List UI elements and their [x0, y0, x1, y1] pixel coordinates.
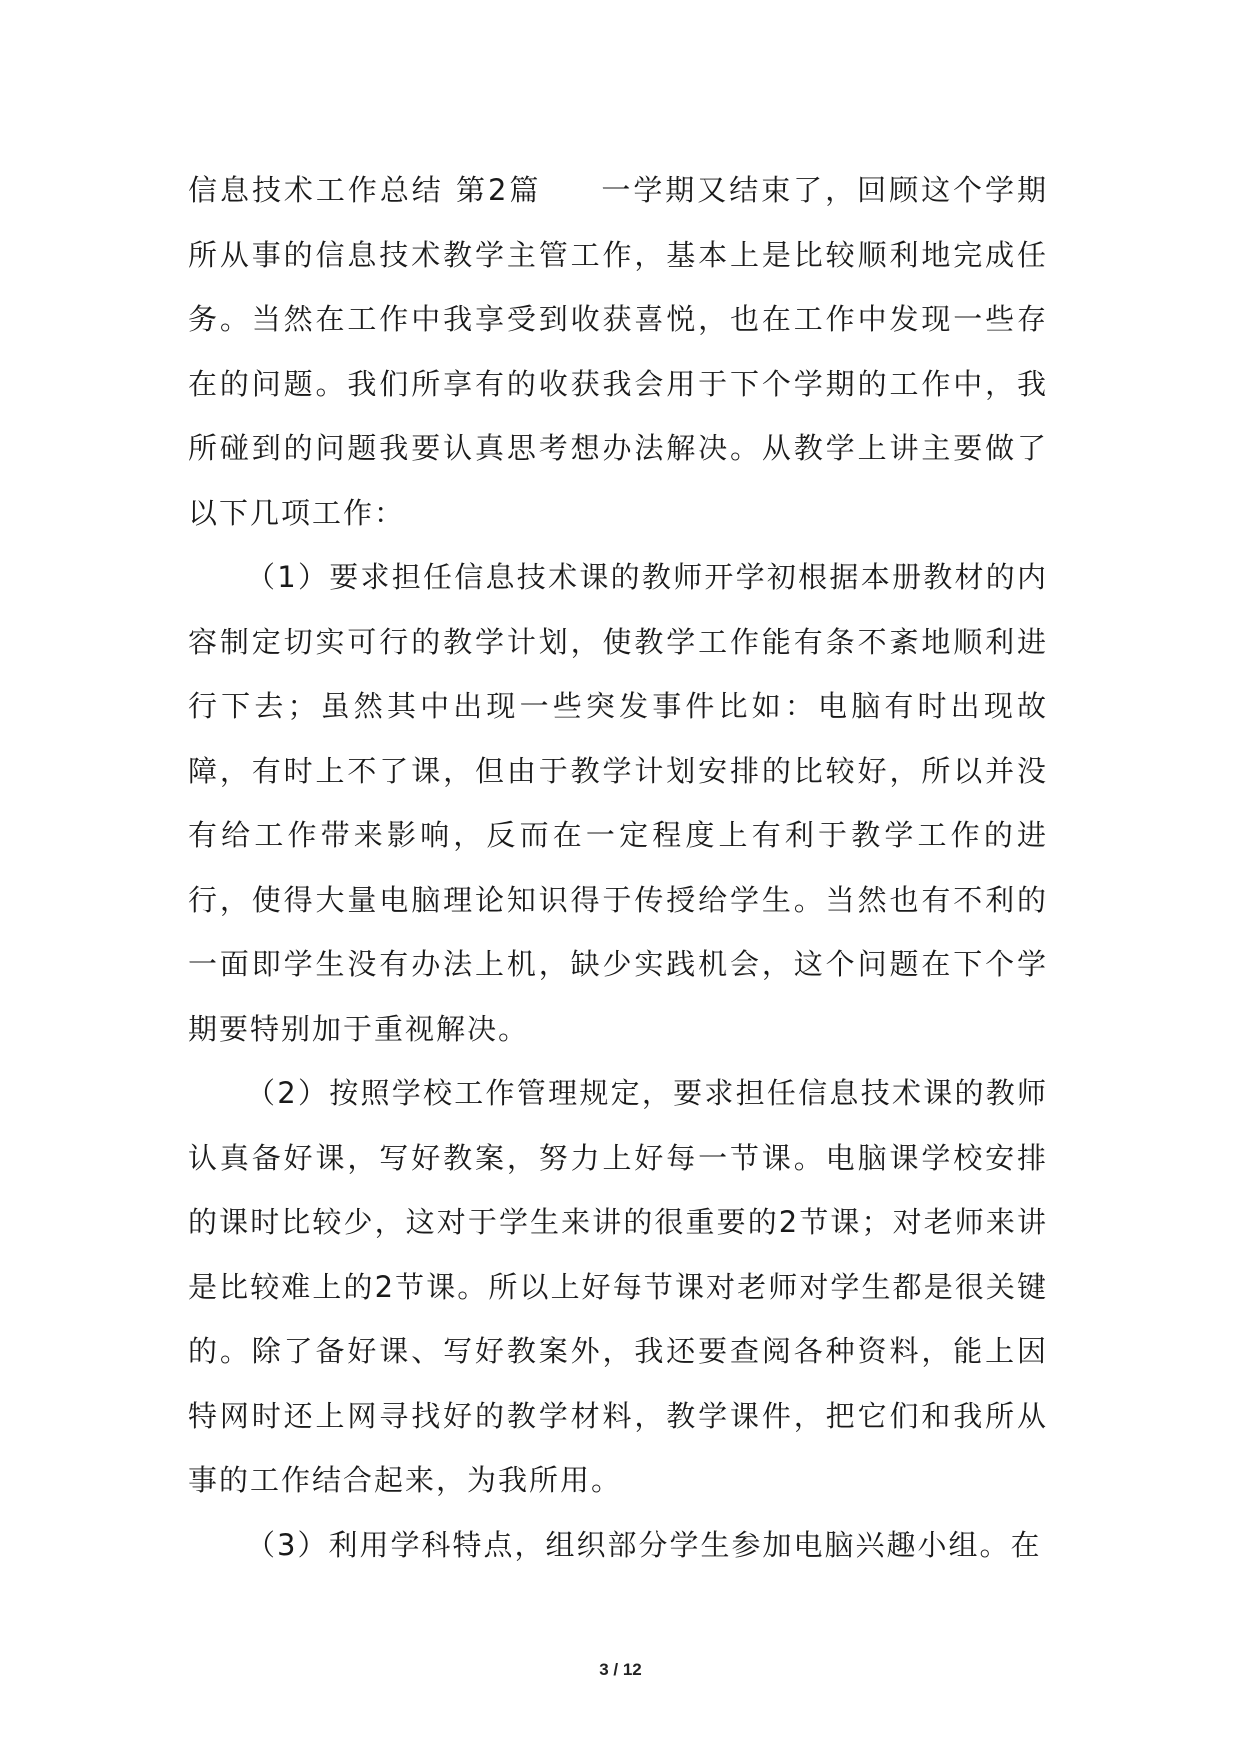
paragraph-2: （2）按照学校工作管理规定，要求担任信息技术课的教师认真备好课，写好教案，努力上好每一节课。电脑课学校安排的课时比较少，这对于学生来讲的很重要的2节课；对老师来讲是比较难上的2节课。所以上好每节课对老师对学生都是很关键的。除了备好课、写好教案外，我还要查阅各种资料，能上因特网时还上网寻找好的教学材料，教学课件，把它们和我所从事的工作结合起来，为我所用。 [188, 1076, 1048, 1497]
intro-paragraph [188, 158, 1048, 545]
page-number: 3 / 12 [599, 1660, 642, 1679]
document-body [188, 158, 1048, 1577]
section-title: 信息技术工作总结 第2篇 [188, 173, 542, 207]
paragraph-3: （3）利用学科特点，组织部分学生参加电脑兴趣小组。在 [246, 1527, 1042, 1562]
paragraph-1: （1）要求担任信息技术课的教师开学初根据本册教材的内容制定切实可行的教学计划，使教学工作能有条不紊地顺利进行下去；虽然其中出现一些突发事件比如：电脑有时出现故障，有时上不了课，但由于教学计划安排的比较好，所以并没有给工作带来影响，反而在一定程度上有利于教学工作的进行，使得大量电脑理论知识得于传授给学生。当然也有不利的一面即学生没有办法上机，缺少实践机会，这个问题在下个学期要特别加于重视解决。 [188, 560, 1048, 1046]
intro-text: 一学期又结束了，回顾这个学期所从事的信息技术教学主管工作，基本上是比较顺利地完成任务。当然在工作中我享受到收获喜悦，也在工作中发现一些存在的问题。我们所享有的收获我会用于下个学期的工作中，我所碰到的问题我要认真思考想办法解决。从教学上讲主要做了以下几项工作： [188, 173, 1048, 530]
